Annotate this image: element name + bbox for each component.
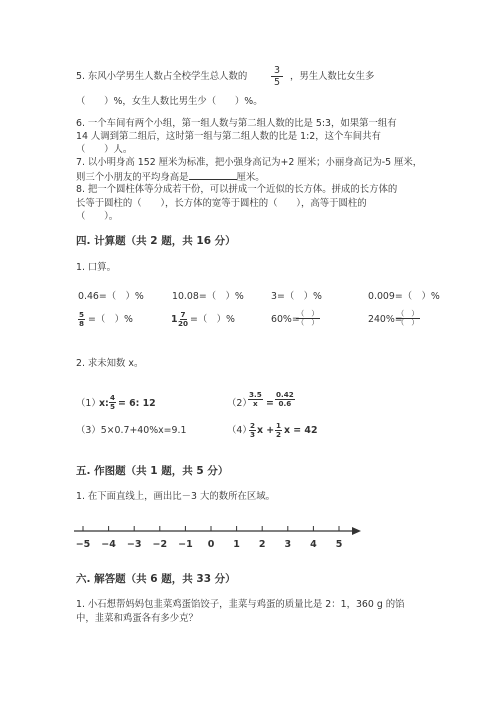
q7-line2-a: 则三个小朋友的平均身高是 bbox=[76, 172, 189, 183]
section6-q1-line1: 1. 小石想帮妈妈包韭菜鸡蛋馅饺子，韭菜与鸡蛋的质量比是 2：1，360 g 的馅 bbox=[76, 599, 405, 610]
oral-calc-8-fraction bbox=[396, 310, 420, 327]
oral-calc-6-rest: =（ ）% bbox=[190, 314, 235, 325]
eq2-left-fraction bbox=[248, 391, 263, 408]
eq4-mid: x + bbox=[257, 425, 275, 436]
oral-calc-7-left: 60%= bbox=[271, 314, 300, 325]
q5-frac-den: 5 bbox=[274, 77, 281, 88]
q6-line1: 6. 一个车间有两个小组，第一组人数与第二组人数的比是 5:3，如果第一组有 bbox=[76, 118, 397, 129]
oral-calc-7-den: （ ） bbox=[297, 318, 319, 327]
number-line-tick-label: 3 bbox=[284, 539, 292, 550]
eq2-right-fraction bbox=[275, 391, 295, 408]
eq4-fraction-a bbox=[249, 422, 256, 439]
q5-fraction bbox=[271, 65, 283, 88]
oral-calc-7-fraction bbox=[296, 310, 320, 327]
number-line-tick-label: −3 bbox=[126, 539, 142, 550]
oral-calc-8-left: 240%= bbox=[368, 314, 403, 325]
q7-line2 bbox=[76, 170, 265, 184]
eq1-den: 5 bbox=[110, 402, 116, 411]
oral-calc-5-rest: =（ ）% bbox=[88, 314, 133, 325]
eq4-label: （4） bbox=[227, 425, 252, 436]
oral-calc-6-den: 20 bbox=[178, 319, 189, 328]
number-line-ticks bbox=[76, 526, 343, 550]
eq1-num: 4 bbox=[110, 393, 116, 402]
eq4-fraction-b bbox=[275, 422, 282, 439]
eq1-a: x: bbox=[99, 398, 109, 409]
number-line-tick-label: 4 bbox=[310, 539, 317, 550]
eq2-left-den: x bbox=[253, 399, 258, 408]
q5-line2: （ ）%，女生人数比男生少（ ）%。 bbox=[76, 96, 263, 107]
section5-heading: 五. 作图题（共 1 题，共 5 分） bbox=[76, 465, 229, 477]
q5-frac-num: 3 bbox=[271, 65, 283, 77]
eq4-a-den: 3 bbox=[250, 430, 256, 439]
section6-heading: 六. 解答题（共 6 题，共 33 分） bbox=[76, 573, 236, 585]
oral-calc-5-den: 8 bbox=[79, 319, 85, 328]
eq4-a-num: 2 bbox=[250, 421, 256, 430]
section4-sub1: 1. 口算。 bbox=[76, 262, 117, 273]
eq2-label: （2） bbox=[227, 398, 252, 409]
q6-line2: 14 人调到第二组后，这时第一组与第二组人数的比是 1:2，这个车间共有 bbox=[76, 131, 381, 142]
eq1-fraction bbox=[109, 394, 116, 411]
eq2-right-num: 0.42 bbox=[276, 390, 294, 399]
eq2-equals: = bbox=[266, 398, 274, 409]
oral-calc-8-den: （ ） bbox=[397, 318, 419, 327]
eq4-b-num: 1 bbox=[276, 421, 282, 430]
oral-calc-6-num: 7 bbox=[180, 310, 186, 319]
q7-line2-b: 厘米。 bbox=[236, 172, 265, 183]
oral-calc-4: 0.009=（ ）% bbox=[368, 291, 440, 302]
number-line-tick-label: −1 bbox=[178, 539, 193, 550]
number-line-tick-label: 5 bbox=[335, 539, 343, 550]
q5-text-a: 5. 东风小学男生人数占全校学生总人数的 bbox=[76, 71, 248, 82]
eq1-b: = 6: 12 bbox=[118, 398, 156, 409]
oral-calc-1: 0.46=（ ）% bbox=[78, 291, 144, 302]
q5-text-b: ，男生人数比女生多 bbox=[290, 71, 375, 82]
q6-line3: （ ）人。 bbox=[76, 144, 133, 155]
number-line-tick-label: −4 bbox=[101, 539, 116, 550]
number-line-tick-label: 1 bbox=[233, 539, 240, 550]
q7-answer-blank bbox=[189, 170, 237, 180]
number-line-tick-label: 0 bbox=[207, 539, 215, 550]
section4-heading: 四. 计算题（共 2 题，共 16 分） bbox=[76, 235, 236, 247]
eq1-label: （1） bbox=[76, 398, 101, 409]
section6-q1-line2: 中，韭菜和鸡蛋各有多少克？ bbox=[76, 613, 198, 624]
oral-calc-5-num: 5 bbox=[79, 310, 85, 319]
number-line-tick-label: −2 bbox=[152, 539, 168, 550]
oral-calc-8-num: （ ） bbox=[397, 309, 419, 318]
oral-calc-6-fraction bbox=[178, 311, 188, 328]
number-line bbox=[70, 520, 370, 555]
oral-calc-7-num: （ ） bbox=[297, 309, 319, 318]
number-line-tick-label: 2 bbox=[258, 539, 266, 550]
q8-line1: 8. 把一个圆柱体等分成若干份，可以拼成一个近似的长方体。拼成的长方体的 bbox=[76, 184, 398, 195]
eq4-b-den: 2 bbox=[276, 430, 282, 439]
number-line-arrow-icon bbox=[352, 527, 361, 535]
eq2-right-den: 0.6 bbox=[278, 399, 292, 408]
oral-calc-2: 10.08=（ ）% bbox=[172, 291, 244, 302]
oral-calc-5-fraction bbox=[78, 311, 85, 328]
oral-calc-6-whole: 1 bbox=[171, 314, 178, 325]
number-line-tick-label: −5 bbox=[75, 539, 91, 550]
eq3: （3）5×0.7+40%x=9.1 bbox=[76, 425, 187, 436]
q7-line1: 7. 以小明身高 152 厘米为标准，把小强身高记为+2 厘米；小丽身高记为-5 厘米， bbox=[76, 157, 423, 168]
eq4-end: x = 42 bbox=[284, 425, 318, 436]
eq2-left-num: 3.5 bbox=[249, 390, 262, 399]
q8-line3: （ ）。 bbox=[76, 211, 119, 222]
section5-q1: 1. 在下面直线上，画出比－3 大的数所在区域。 bbox=[76, 491, 275, 502]
oral-calc-3: 3=（ ）% bbox=[271, 291, 322, 302]
section4-sub2: 2. 求未知数 x。 bbox=[76, 358, 144, 369]
q8-line2: 长等于圆柱的（ ），长方体的宽等于圆柱的（ ），高等于圆柱的 bbox=[76, 198, 367, 209]
